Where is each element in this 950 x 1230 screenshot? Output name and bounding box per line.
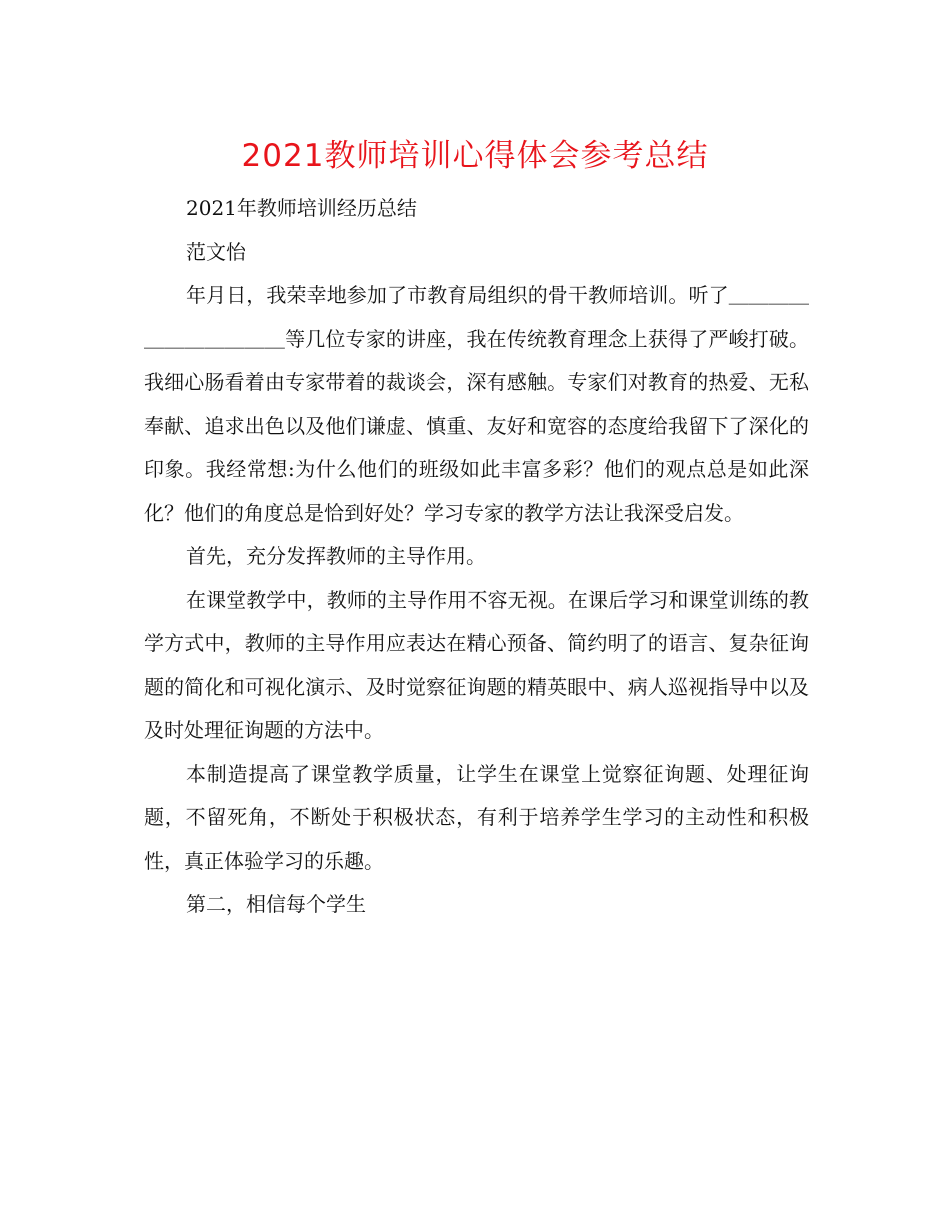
- document-body: [144, 187, 809, 927]
- body-paragraph: 第二，相信每个学生: [186, 892, 366, 916]
- body-paragraph: 首先，充分发挥教师的主导作用。: [186, 544, 486, 568]
- document-title: 2021教师培训心得体会参考总结: [241, 138, 709, 174]
- body-paragraph: 年月日，我荣幸地参加了市教育局组织的骨干教师培训。听了＿＿＿＿＿＿＿＿＿＿＿等几位专家的讲座，我在传统教育理念上获得了严峻打破。我细心肠看着由专家带着的裁谈会，深有感触。专家们对教育的热爱、无私奉献、追求出色以及他们谦虚、慎重、友好和宽容的态度给我留下了深化的印象。我经常想:为什么他们的班级如此丰富多彩？他们的观点总是如此深化？他们的角度总是恰到好处？学习专家的教学方法让我深受启发。: [144, 283, 809, 525]
- author-paragraph: 范文怡: [186, 239, 246, 264]
- body-paragraph: 在课堂教学中，教师的主导作用不容无视。在课后学习和课堂训练的教学方式中，教师的主导作用应表达在精心预备、简约明了的语言、复杂征询题的简化和可视化演示、及时觉察征询题的精英眼中、病人巡视指导中以及及时处理征询题的方法中。: [144, 587, 809, 742]
- subtitle-paragraph: 2021年教师培训经历总结: [186, 196, 417, 220]
- body-paragraph: 本制造提高了课堂教学质量，让学生在课堂上觉察征询题、处理征询题，不留死角，不断处于积极状态，有利于培养学生学习的主动性和积极性，真正体验学习的乐趣。: [144, 761, 809, 873]
